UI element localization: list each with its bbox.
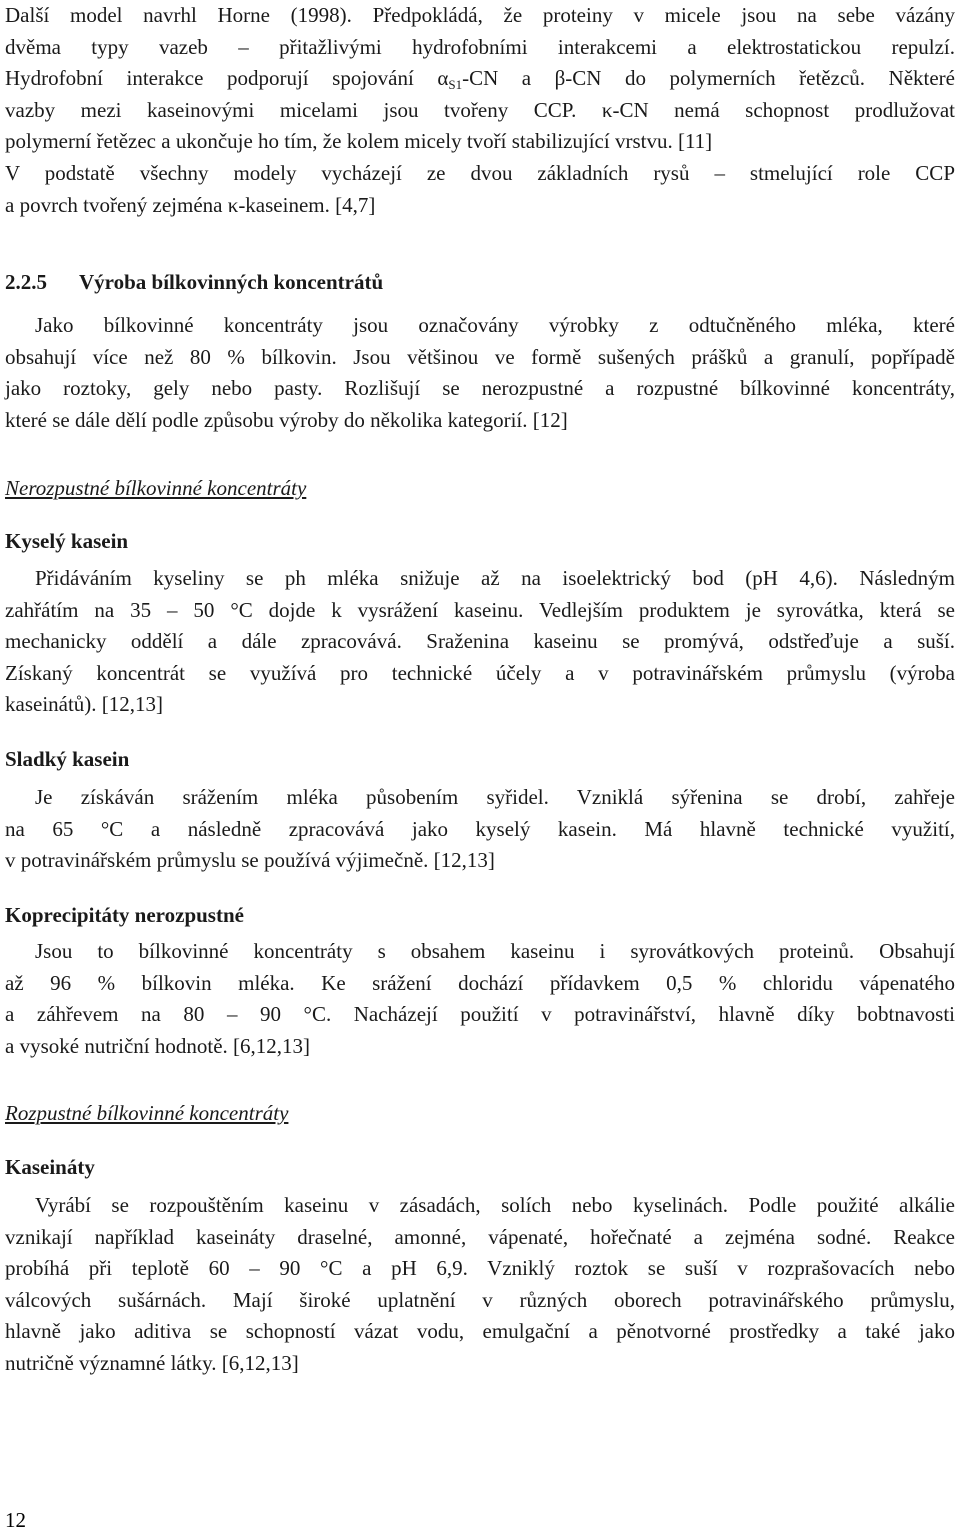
heading-acid-casein: Kyselý kasein [5, 529, 129, 553]
text-line: mechanicky oddělí a dále zpracovává. Sraženina kaseinu se promývá, odstřeďuje a suší. [5, 629, 955, 654]
text-line: polymerní řetězec a ukončuje ho tím, že kolem micely tvoří stabilizující vrstvu. [11] [5, 129, 713, 154]
heading-caseinates: Kaseináty [5, 1155, 95, 1179]
section-title: Výroba bílkovinných koncentrátů [79, 270, 384, 294]
heading-coprecipitates: Koprecipitáty nerozpustné [5, 903, 244, 927]
text-line: Jsou to bílkovinné koncentráty s obsahem kaseinu i syrovátkových proteinů. Obsahují [35, 939, 955, 963]
text-line: nutričně významné látky. [6,12,13] [5, 1350, 299, 1375]
text-line: V podstatě všechny modely vycházejí ze dvou základních rysů – stmelující role CCP [5, 160, 955, 185]
text-line: a vysoké nutriční hodnotě. [6,12,13] [5, 1033, 311, 1058]
text-line: Získaný koncentrát se využívá pro technické účely a v potravinářském průmyslu (výroba [5, 660, 955, 685]
paragraph-intro [5, 310, 955, 436]
paragraph-acid-casein [5, 563, 955, 721]
subscript: S1 [448, 77, 463, 93]
text-line: Přidáváním kyseliny se ph mléka snižuje až na isoelektrický bod (pH 4,6). Následným [35, 566, 955, 590]
text-line: Je získáván srážením mléka působením syřidel. Vzniklá sýřenina se drobí, zahřeje [35, 785, 955, 809]
subsection-heading-soluble: Rozpustné bílkovinné koncentráty [5, 1101, 289, 1125]
text-line: vazby mezi kaseinovými micelami jsou tvořeny CCP. κ-CN nemá schopnost prodlužovat [5, 97, 955, 122]
paragraph-sweet-casein [5, 782, 955, 877]
text-line: hlavně jako aditiva se schopností vázat vodu, emulgační a pěnotvorné prostředky a také jako [5, 1319, 955, 1344]
text-line: v potravinářském průmyslu se používá výjimečně. [12,13] [5, 848, 495, 873]
subsection-heading-insoluble: Nerozpustné bílkovinné koncentráty [5, 476, 307, 500]
text-line: válcových sušárnách. Mají široké uplatnění v různých oborech potravinářského průmyslu, [5, 1287, 955, 1312]
text-line: které se dále dělí podle způsobu výroby do několika kategorií. [12] [5, 407, 568, 432]
paragraph-horne-model [5, 0, 955, 221]
text-line: zahřátím na 35 – 50 °C dojde k vysrážení kaseinu. Vedlejším produktem je syrovátka, která se [5, 597, 955, 622]
text-line: Hydrofobní interakce podporují spojování $\alpha_{S1}-CN$ a β-CN do polymerních řetězců. Některé [5, 66, 955, 93]
page-number: 12 [5, 1508, 26, 1532]
text-line: a povrch tvořený zejména κ-kaseinem. [4,7] [5, 192, 376, 217]
text-line: až 96 % bílkovin mléka. Ke srážení dochází přídavkem 0,5 % chloridu vápenatého [5, 970, 955, 995]
text-line: obsahují více než 80 % bílkovin. Jsou většinou ve formě sušených prášků a granulí, popřípadě [5, 344, 955, 369]
text-line: Jako bílkovinné koncentráty jsou označovány výrobky z odtučněného mléka, které [35, 313, 955, 337]
text-line: probíhá při teplotě 60 – 90 °C a pH 6,9. Vzniklý roztok se suší v rozprašovacích nebo [5, 1256, 955, 1281]
text-line: dvěma typy vazeb – přitažlivými hydrofobními interakcemi a elektrostatickou repulzí. [5, 34, 955, 59]
text-line: kaseinátů). [12,13] [5, 692, 164, 717]
text-line: Další model navrhl Horne (1998). Předpokládá, že proteiny v micele jsou na sebe vázány [5, 3, 955, 27]
text-line: Vyrábí se rozpouštěním kaseinu v zásadách, solích nebo kyselinách. Podle použité alkálie [35, 1193, 955, 1217]
section-heading [5, 267, 955, 297]
section-number: 2.2.5 [5, 270, 47, 294]
text-line: a záhřevem na 80 – 90 °C. Nacházejí použití v potravinářství, hlavně díky bobtnavosti [5, 1002, 955, 1027]
paragraph-caseinates [5, 1190, 955, 1380]
text-line: vznikají například kaseináty draselné, amonné, vápenaté, hořečnaté a zejména sodné. Reakce [5, 1224, 955, 1249]
paragraph-coprecipitates [5, 936, 955, 1062]
text-line: na 65 °C a následně zpracovává jako kyselý kasein. Má hlavně technické využití, [5, 816, 955, 841]
text-line: jako roztoky, gely nebo pasty. Rozlišují se nerozpustné a rozpustné bílkovinné koncentráty, [5, 376, 955, 401]
heading-sweet-casein: Sladký kasein [5, 747, 130, 771]
